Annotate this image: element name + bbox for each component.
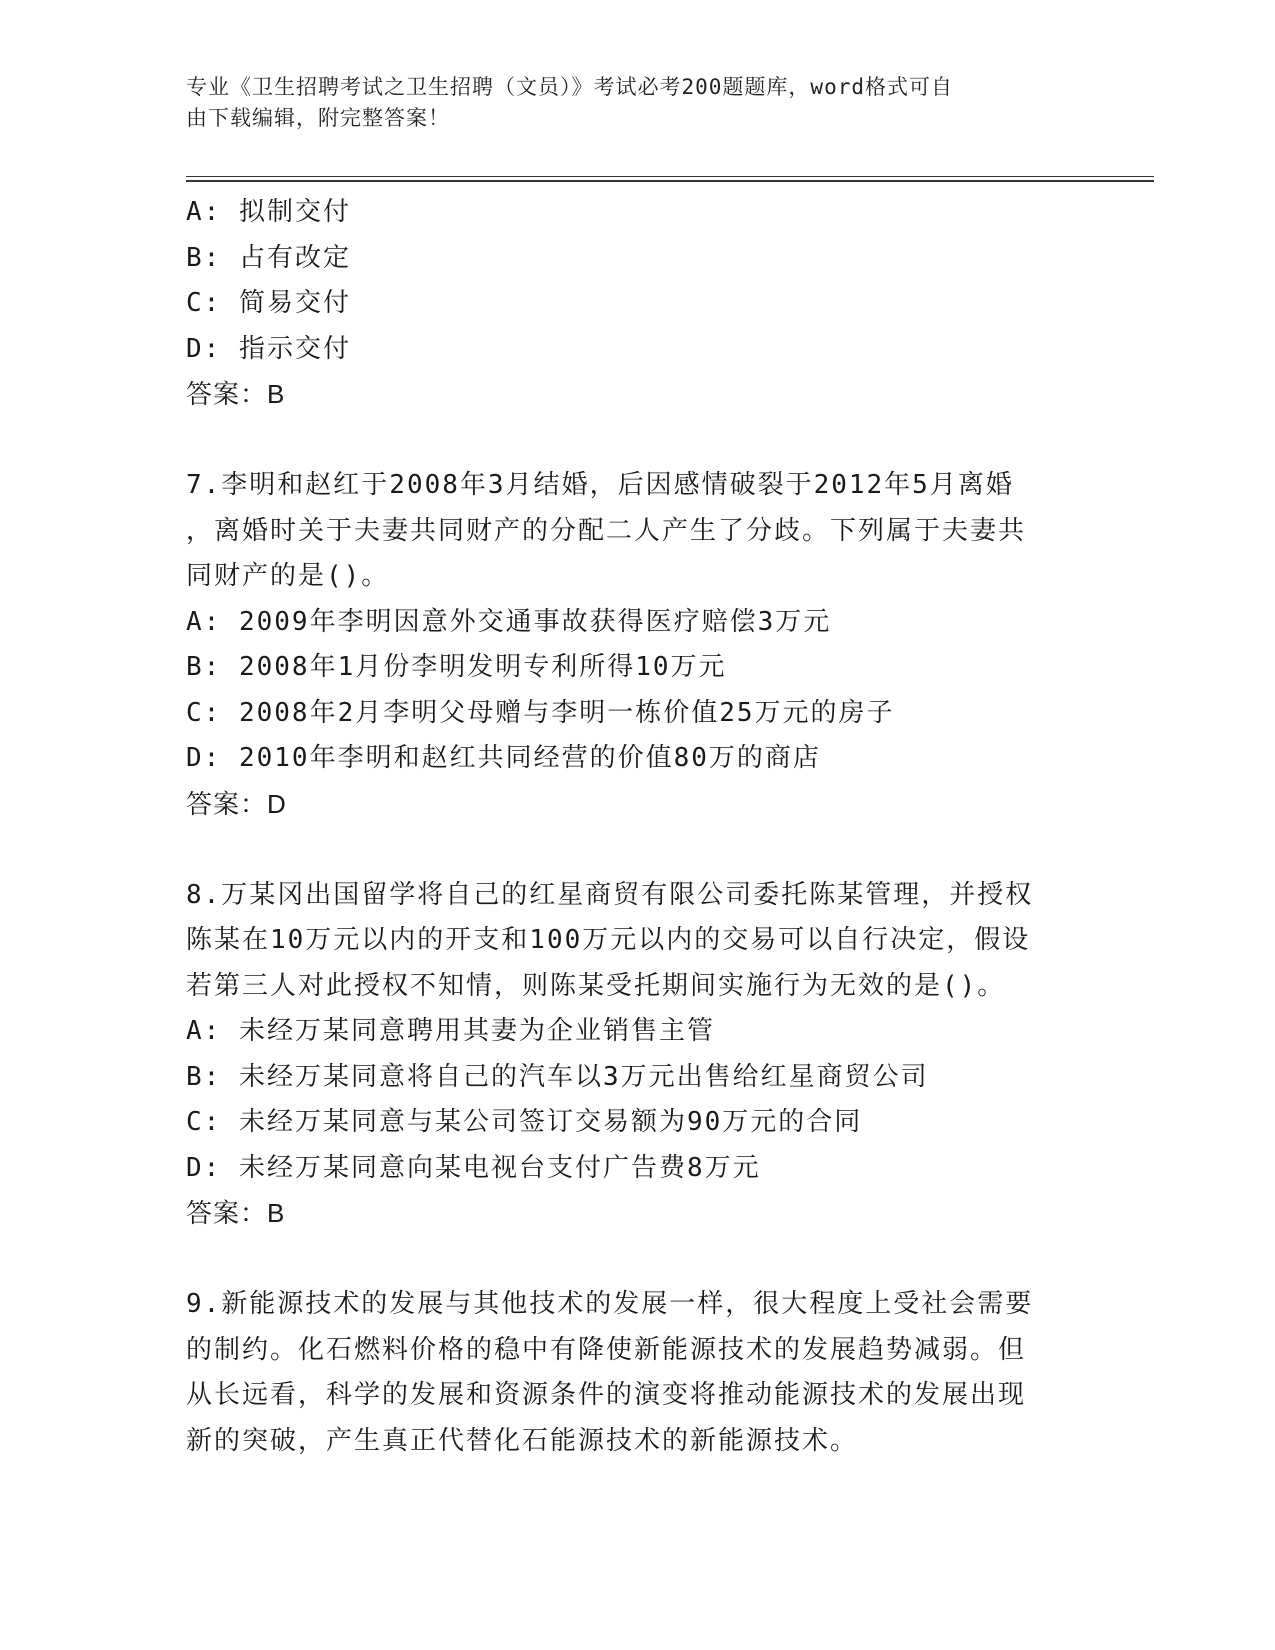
- option-a: A: 未经万某同意聘用其妻为企业销售主管: [186, 1016, 715, 1046]
- document-header: [186, 72, 1066, 134]
- header-divider: [186, 176, 1154, 182]
- header-line-2: 由下载编辑，附完整答案！: [186, 106, 450, 130]
- option-d: D: 指示交付: [186, 333, 351, 364]
- question-list: [186, 190, 1086, 1464]
- question-stem-line: ，离婚时关于夫妻共同财产的分配二人产生了分歧。下列属于夫妻共: [186, 515, 1027, 546]
- question-stem-line: 同财产的是()。: [186, 561, 390, 591]
- header-line-1: 专业《卫生招聘考试之卫生招聘（文员）》考试必考200题题库，word格式可自: [186, 75, 953, 99]
- answer-line: 答案：B: [186, 379, 286, 409]
- answer-line: 答案：D: [186, 788, 287, 819]
- option-c: C: 简易交付: [186, 288, 351, 318]
- option-c: C: 未经万某同意与某公司签订交易额为90万元的合同: [186, 1107, 863, 1137]
- question-stem-line: 新的突破，产生真正代替化石能源技术的新能源技术。: [186, 1425, 859, 1456]
- question-stem-line: 的制约。化石燃料价格的稳中有降使新能源技术的发展趋势减弱。但: [186, 1334, 1027, 1365]
- question-spacer: [186, 827, 1086, 873]
- question-stem-line: 从长远看，科学的发展和资源条件的演变将推动能源技术的发展出现: [186, 1380, 1027, 1410]
- question-spacer: [186, 1237, 1086, 1283]
- question-stem-line: 8.万某冈出国留学将自己的红星商贸有限公司委托陈某管理，并授权: [186, 879, 1034, 910]
- option-a: A: 拟制交付: [186, 197, 351, 227]
- question-spacer: [186, 418, 1086, 464]
- question-7: [186, 463, 1086, 827]
- question-8: [186, 873, 1086, 1237]
- option-b: B: 占有改定: [186, 242, 351, 273]
- option-c: C: 2008年2月李明父母赠与李明一栋价值25万元的房子: [186, 697, 895, 728]
- option-d: D: 未经万某同意向某电视台支付广告费8万元: [186, 1152, 761, 1183]
- answer-line: 答案：B: [186, 1198, 286, 1228]
- option-d: D: 2010年李明和赵红共同经营的价值80万的商店: [186, 743, 821, 773]
- option-b: B: 未经万某同意将自己的汽车以3万元出售给红星商贸公司: [186, 1061, 929, 1092]
- option-a: A: 2009年李明因意外交通事故获得医疗赔偿3万元: [186, 606, 832, 637]
- question-6: [186, 190, 1086, 418]
- question-stem-line: 若第三人对此授权不知情，则陈某受托期间实施行为无效的是()。: [186, 970, 1006, 1001]
- question-stem-line: 陈某在10万元以内的开支和100万元以内的交易可以自行决定，假设: [186, 925, 1031, 955]
- option-b: B: 2008年1月份李明发明专利所得10万元: [186, 652, 727, 682]
- question-9: [186, 1282, 1086, 1464]
- question-stem-line: 9.新能源技术的发展与其他技术的发展一样，很大程度上受社会需要: [186, 1289, 1034, 1319]
- question-stem-line: 7.李明和赵红于2008年3月结婚，后因感情破裂于2012年5月离婚: [186, 470, 1014, 500]
